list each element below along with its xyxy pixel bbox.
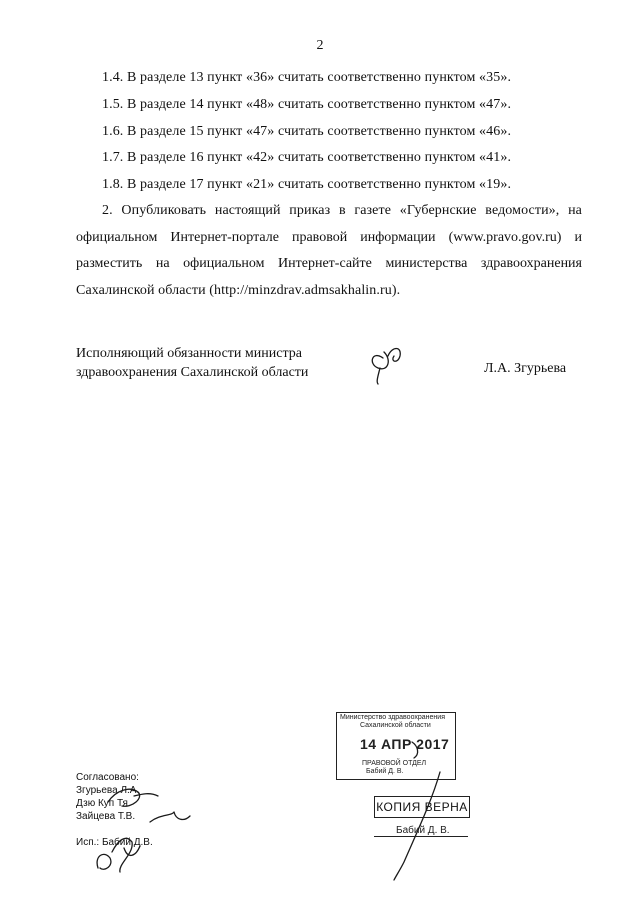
signatory-title-line-2: здравоохранения Сахалинской области <box>76 365 309 380</box>
paragraph-2-line-4: Сахалинской области (http://minzdrav.admsakhalin.ru). <box>76 283 401 298</box>
item-1-8: 1.8. В разделе 17 пункт «21» считать соответственно пунктом «19». <box>102 177 512 192</box>
approval-heading: Согласовано: <box>76 772 139 783</box>
copy-stamp: КОПИЯ ВЕРНА <box>374 796 470 818</box>
approval-name-3: Зайцева Т.В. <box>76 811 136 822</box>
stamp-line-3: ПРАВОВОЙ ОТДЕЛ <box>362 760 427 767</box>
approval-signature-2 <box>150 812 190 822</box>
copy-stamp-name: Бабий Д. В. <box>396 825 450 836</box>
item-1-7: 1.7. В разделе 16 пункт «42» считать соответственно пунктом «41». <box>102 150 512 165</box>
stamp-line-1: Министерство здравоохранения <box>340 714 445 721</box>
paragraph-2-line-3: разместить на официальном Интернет-сайте министерства здравоохранения <box>76 256 582 271</box>
stamp-line-4: Бабий Д. В. <box>366 768 404 775</box>
paragraph-2-line-1: 2. Опубликовать настоящий приказ в газете «Губернские ведомости», на <box>102 203 582 218</box>
page-number: 2 <box>316 38 324 53</box>
stamp-date: 14 АПР 2017 <box>360 736 450 752</box>
approval-name-1: Згурьева Л.А. <box>76 785 140 796</box>
copy-stamp-underline <box>374 836 468 837</box>
signatory-title-line-1: Исполняющий обязанности министра <box>76 346 302 361</box>
executor-line: Исп.: Бабий Д.В. <box>76 837 153 848</box>
stamp-line-2: Сахалинской области <box>360 722 431 729</box>
item-1-5: 1.5. В разделе 14 пункт «48» считать соответственно пунктом «47». <box>102 97 512 112</box>
item-1-6: 1.6. В разделе 15 пункт «47» считать соответственно пунктом «46». <box>102 124 512 139</box>
item-1-4: 1.4. В разделе 13 пункт «36» считать соответственно пунктом «35». <box>102 70 512 85</box>
signatory-title <box>76 344 308 382</box>
main-signature-mark <box>372 349 400 385</box>
approval-name-2: Дзю Куп Тя <box>76 798 128 809</box>
paragraph-2-line-2: официальном Интернет-портале правовой информации (www.pravo.gov.ru) и <box>76 230 582 245</box>
signatory-name: Л.А. Згурьева <box>484 361 567 376</box>
